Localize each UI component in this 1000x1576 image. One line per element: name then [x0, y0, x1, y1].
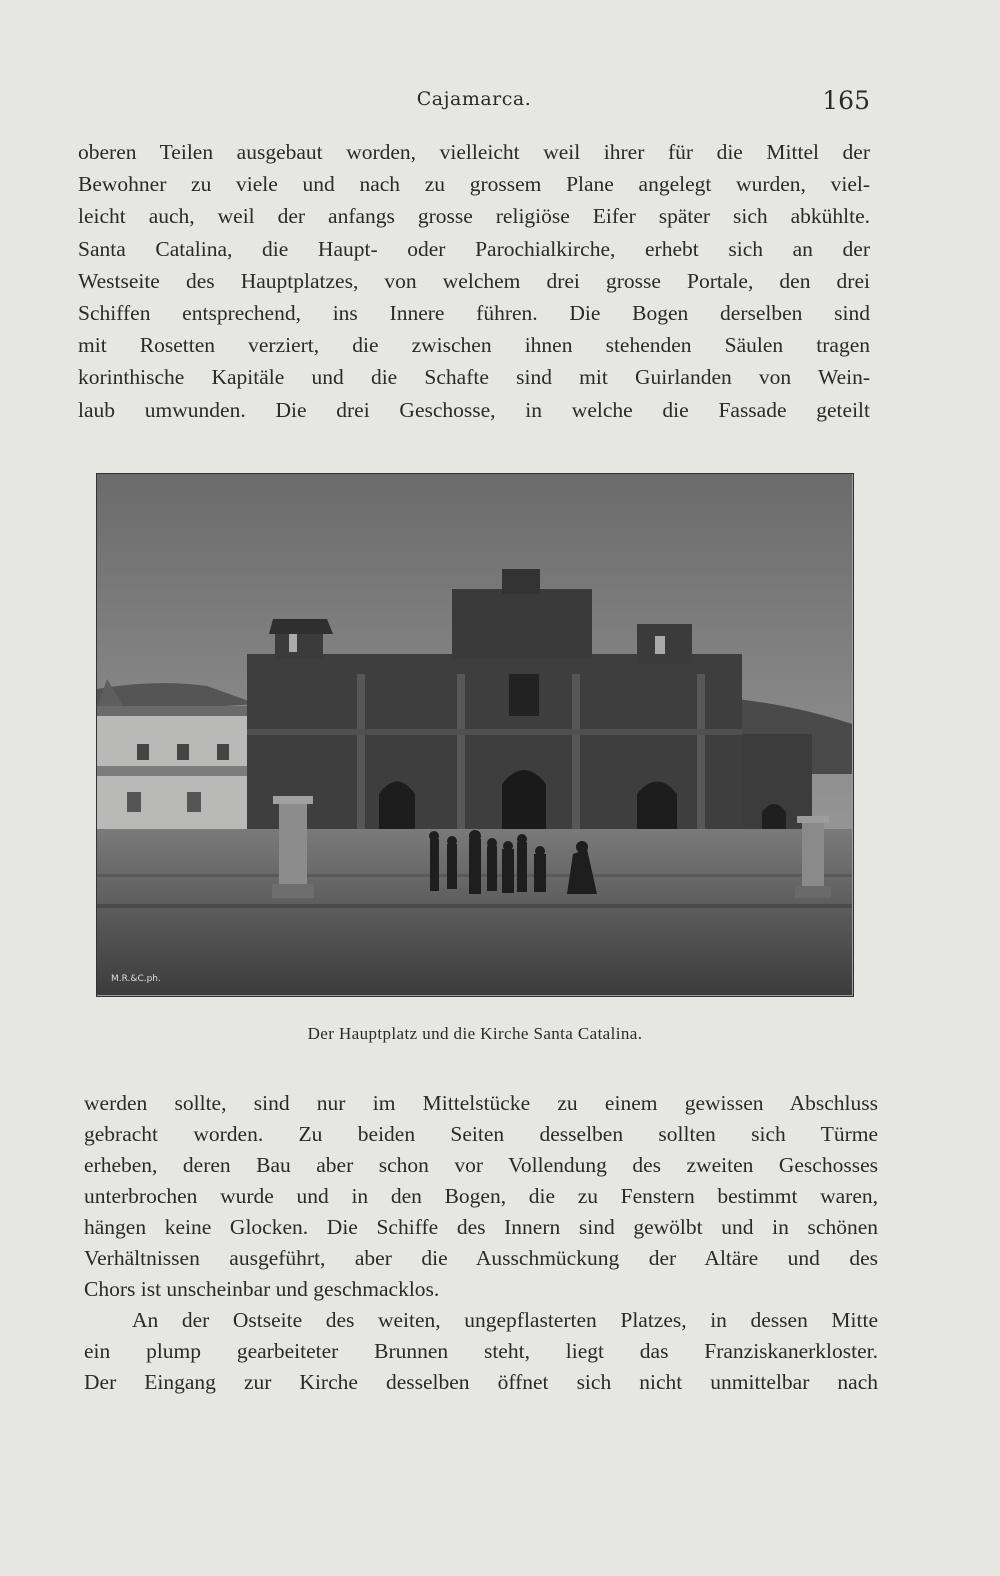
page-number: 165	[822, 86, 870, 115]
body-text-bottom	[84, 1088, 878, 1398]
figure-caption: Der Hauptplatz und die Kirche Santa Catalina.	[307, 1024, 643, 1043]
text-line: Bewohner zu viele und nach zu grossem Plane angelegt wurden, viel-	[78, 172, 870, 197]
text-line: unterbrochen wurde und in den Bogen, die zu Fenstern bestimmt waren,	[84, 1184, 878, 1208]
text-line: Schiffen entsprechend, ins Innere führen. Die Bogen derselben sind	[78, 300, 870, 325]
text-line: Der Eingang zur Kirche desselben öffnet sich nicht unmittelbar nach	[84, 1370, 878, 1394]
text-line: werden sollte, sind nur im Mittelstücke zu einem gewissen Abschluss	[84, 1091, 878, 1115]
text-line: korinthische Kapitäle und die Schafte sind mit Guirlanden von Wein-	[78, 365, 870, 390]
text-line: Verhältnissen ausgeführt, aber die Ausschmückung der Altäre und des	[84, 1246, 878, 1270]
text-line: An der Ostseite des weiten, ungepflasterten Platzes, in dessen Mitte	[132, 1308, 878, 1332]
text-line: erheben, deren Bau aber schon vor Vollendung des zweiten Geschosses	[84, 1153, 878, 1177]
text-line: Westseite des Hauptplatzes, von welchem drei grosse Portale, den drei	[78, 268, 870, 293]
photo-illustration	[97, 474, 852, 995]
text-line: mit Rosetten verziert, die zwischen ihnen stehenden Säulen tragen	[78, 333, 870, 358]
text-line: ein plump gearbeiteter Brunnen steht, liegt das Franziskanerkloster.	[84, 1339, 878, 1363]
running-header	[78, 86, 870, 116]
text-line: gebracht worden. Zu beiden Seiten desselben sollten sich Türme	[84, 1122, 878, 1146]
text-line: oberen Teilen ausgebaut worden, vielleicht weil ihrer für die Mittel der	[78, 140, 870, 164]
text-line: hängen keine Glocken. Die Schiffe des Innern sind gewölbt und in schönen	[84, 1215, 878, 1239]
text-line: leicht auch, weil der anfangs grosse religiöse Eifer später sich abkühlte.	[78, 204, 870, 229]
running-title: Cajamarca.	[416, 88, 532, 110]
text-line: Chors ist unscheinbar und geschmacklos.	[84, 1277, 440, 1301]
church-photograph	[96, 473, 854, 997]
text-line: laub umwunden. Die drei Geschosse, in welche die Fassade geteilt	[78, 397, 870, 422]
body-text-top	[78, 136, 870, 426]
text-line: Santa Catalina, die Haupt- oder Parochialkirche, erhebt sich an der	[78, 236, 870, 261]
photo-credit: M.R.&C.ph.	[111, 974, 161, 984]
